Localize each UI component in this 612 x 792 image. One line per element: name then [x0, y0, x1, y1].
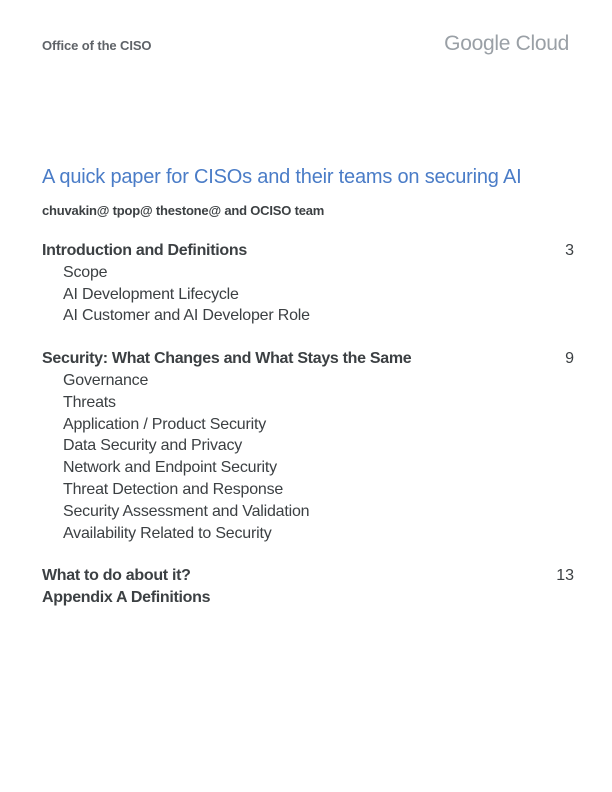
toc-subentry[interactable]: Security Assessment and Validation [63, 502, 310, 520]
toc-entry[interactable] [42, 587, 574, 609]
document-authors: chuvakin@ tpop@ thestone@ and OCISO team [42, 203, 325, 218]
toc-entry-title[interactable]: Appendix A Definitions [42, 589, 211, 607]
toc-subentry[interactable]: Threats [63, 393, 116, 411]
toc-entry-page: 9 [565, 350, 574, 368]
toc-section-closing [42, 565, 574, 609]
toc-subentry[interactable]: Threat Detection and Response [63, 480, 284, 498]
toc-subentry[interactable]: AI Customer and AI Developer Role [63, 307, 310, 325]
toc-entry-title[interactable]: Security: What Changes and What Stays the Same [42, 350, 412, 368]
office-label: Office of the CISO [42, 38, 152, 53]
toc-entry[interactable] [42, 565, 574, 587]
table-of-contents [42, 240, 574, 630]
toc-section-introduction [42, 240, 574, 327]
toc-entry[interactable] [42, 240, 574, 262]
toc-entry-title[interactable]: Introduction and Definitions [42, 242, 247, 259]
brand-logo: Google Cloud [444, 32, 569, 55]
toc-subentry[interactable]: Data Security and Privacy [63, 437, 243, 455]
toc-entry-title[interactable]: What to do about it? [42, 567, 191, 585]
toc-subentry[interactable]: Network and Endpoint Security [63, 459, 277, 477]
toc-subentry[interactable]: Scope [63, 263, 108, 281]
toc-subentry[interactable]: AI Development Lifecycle [63, 285, 239, 303]
toc-entry-page: 3 [565, 242, 574, 259]
toc-section-security [42, 348, 574, 544]
toc-entry-page: 13 [556, 567, 574, 585]
toc-subentry[interactable]: Application / Product Security [63, 415, 266, 433]
toc-entry[interactable] [42, 348, 574, 370]
toc-subentry[interactable]: Governance [63, 371, 149, 389]
document-title: A quick paper for CISOs and their teams on securing AI [42, 166, 522, 188]
toc-subentry[interactable]: Availability Related to Security [63, 524, 272, 542]
